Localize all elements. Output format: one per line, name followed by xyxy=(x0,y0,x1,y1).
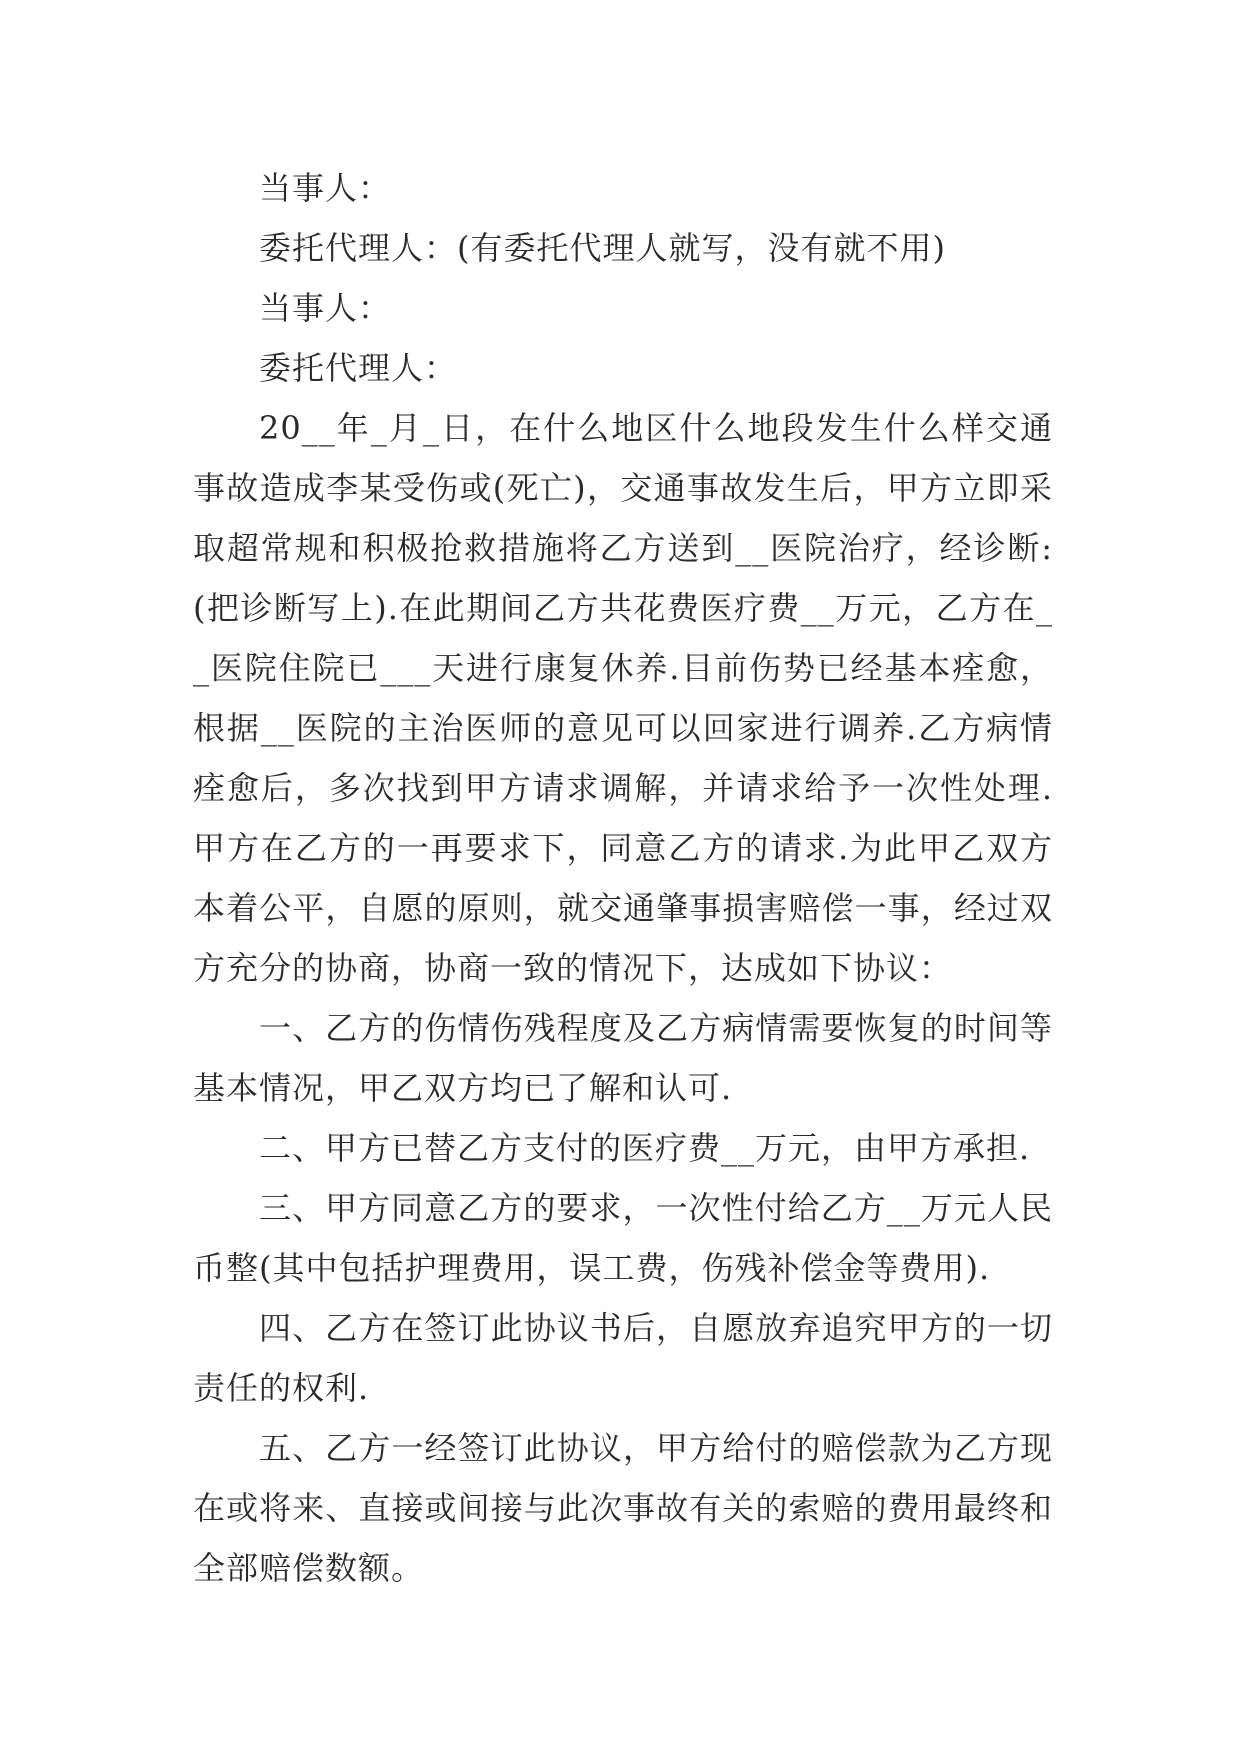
document-body xyxy=(193,158,1053,1598)
agent-line-1: 委托代理人：(有委托代理人就写，没有就不用) xyxy=(259,229,946,267)
clause-1: 一、乙方的伤情伤残程度及乙方病情需要恢复的时间等基本情况，甲乙双方均已了解和认可. xyxy=(193,1009,1053,1107)
clause-3: 三、甲方同意乙方的要求，一次性付给乙方__万元人民币整(其中包括护理费用，误工费，伤残补偿金等费用). xyxy=(193,1189,1053,1287)
agent-line-2: 委托代理人： xyxy=(259,349,458,387)
clause-4: 四、乙方在签订此协议书后，自愿放弃追究甲方的一切责任的权利. xyxy=(193,1309,1053,1407)
intro-paragraph: 20__年_月_日，在什么地区什么地段发生什么样交通事故造成李某受伤或(死亡)，交通事故发生后，甲方立即采取超常规和积极抢救措施将乙方送到__医院治疗，经诊断:(把诊断写上).在此期间乙方共花费医疗费__万元，乙方在__医院住院已___天进行康复休养.目前伤势已经基本痊愈，根据__医院的主治医师的意见可以回家进行调养.乙方病情痊愈后，多次找到甲方请求调解，并请求给予一次性处理.甲方在乙方的一再要求下，同意乙方的请求.为此甲乙双方本着公平，自愿的原则，就交通肇事损害赔偿一事，经过双方充分的协商，协商一致的情况下，达成如下协议： xyxy=(193,409,1053,987)
party-line-1: 当事人： xyxy=(259,169,392,207)
clause-5: 五、乙方一经签订此协议，甲方给付的赔偿款为乙方现在或将来、直接或间接与此次事故有关的索赔的费用最终和全部赔偿数额。 xyxy=(193,1429,1053,1587)
clause-2: 二、甲方已替乙方支付的医疗费__万元，由甲方承担. xyxy=(259,1129,1031,1167)
party-line-2: 当事人： xyxy=(259,289,392,327)
